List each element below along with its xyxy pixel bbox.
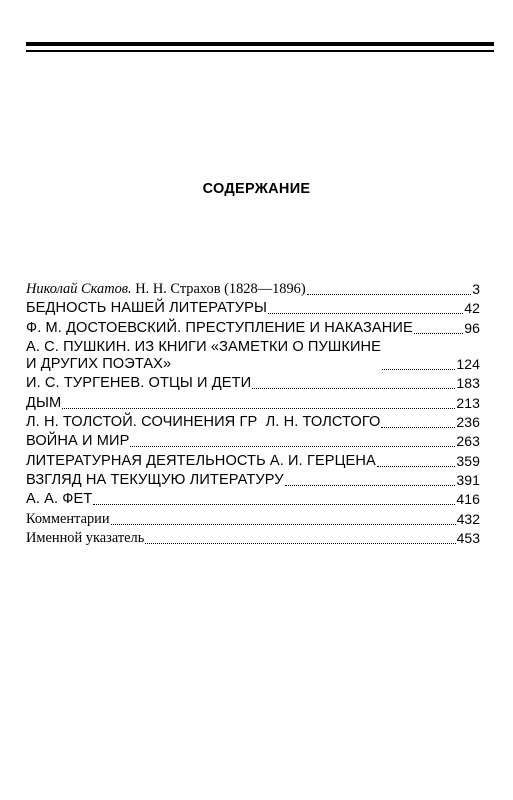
toc-entry[interactable]	[26, 414, 480, 431]
toc-entry-title: Комментарии	[26, 510, 110, 527]
toc-entry-title: ВОЙНА И МИР	[26, 433, 130, 450]
toc-entry-title-line2: И ДРУГИХ ПОЭТАХ»	[26, 356, 172, 373]
toc-entry-title	[26, 339, 381, 373]
toc-entry[interactable]	[26, 491, 480, 508]
toc-entry-page: 96	[464, 319, 480, 336]
toc-entry[interactable]	[26, 453, 480, 470]
dot-leader	[414, 332, 463, 334]
toc-entry[interactable]	[26, 472, 480, 489]
toc-entry-title-text: Н. Н. Страхов (1828—1896)	[131, 281, 306, 297]
dot-leader	[252, 387, 455, 389]
toc-entry[interactable]	[26, 511, 480, 528]
dot-leader	[307, 293, 472, 295]
dot-leader	[381, 426, 455, 428]
page-title: СОДЕРЖАНИЕ	[202, 181, 311, 197]
toc-entry-title: А. А. ФЕТ	[26, 491, 93, 508]
toc-entry-page: 453	[456, 530, 480, 547]
toc-entry-title: БЕДНОСТЬ НАШЕЙ ЛИТЕРАТУРЫ	[26, 300, 268, 317]
toc-entry-page: 183	[456, 375, 480, 392]
toc-entry-page: 432	[456, 510, 480, 527]
toc-entry-page: 263	[456, 433, 480, 450]
top-thick-rule	[26, 42, 494, 46]
toc-entry[interactable]	[26, 433, 480, 450]
toc-entry[interactable]	[26, 339, 480, 373]
toc-entry-page: 213	[456, 394, 480, 411]
toc-entry[interactable]	[26, 530, 480, 547]
toc-entry-title: Именной указатель	[26, 530, 145, 547]
toc-entry[interactable]	[26, 395, 480, 412]
top-thin-rule	[26, 50, 494, 52]
dot-leader	[268, 312, 463, 314]
dot-leader	[111, 523, 456, 525]
toc-entry[interactable]	[26, 281, 480, 298]
toc-entry-title: Ф. М. ДОСТОЕВСКИЙ. ПРЕСТУПЛЕНИЕ И НАКАЗАНИЕ	[26, 319, 413, 336]
toc-entry-page: 359	[456, 452, 480, 469]
toc-entry-page: 3	[472, 281, 480, 297]
toc-entry-page: 391	[456, 472, 480, 489]
toc-entry-title: ДЫМ	[26, 394, 62, 411]
toc-entry-title: И. С. ТУРГЕНЕВ. ОТЦЫ И ДЕТИ	[26, 375, 252, 392]
toc-entry-page: 124	[456, 356, 480, 373]
toc-entry[interactable]	[26, 375, 480, 392]
dot-leader	[62, 407, 455, 409]
dot-leader	[377, 465, 456, 467]
toc-entry-title: Л. Н. ТОЛСТОЙ. СОЧИНЕНИЯ ГР Л. Н. ТОЛСТОГО	[26, 414, 381, 431]
toc-entry-title-line1: А. С. ПУШКИН. ИЗ КНИГИ «ЗАМЕТКИ О ПУШКИНЕ	[26, 339, 382, 356]
dot-leader	[382, 368, 455, 370]
toc-entry-page: 236	[456, 414, 480, 431]
toc-entry-page: 416	[456, 491, 480, 508]
table-of-contents	[26, 281, 480, 549]
toc-entry-page: 42	[464, 300, 480, 317]
dot-leader	[93, 503, 455, 505]
dot-leader	[285, 484, 456, 486]
toc-entry[interactable]	[26, 300, 480, 317]
dot-leader	[145, 542, 455, 544]
toc-entry-author: Николай Скатов.	[26, 281, 132, 297]
dot-leader	[130, 445, 455, 447]
toc-entry-title	[26, 281, 306, 298]
toc-entry[interactable]	[26, 320, 480, 337]
toc-entry-title: ВЗГЛЯД НА ТЕКУЩУЮ ЛИТЕРАТУРУ	[26, 472, 284, 489]
toc-entry-title: ЛИТЕРАТУРНАЯ ДЕЯТЕЛЬНОСТЬ А. И. ГЕРЦЕНА	[26, 452, 376, 469]
